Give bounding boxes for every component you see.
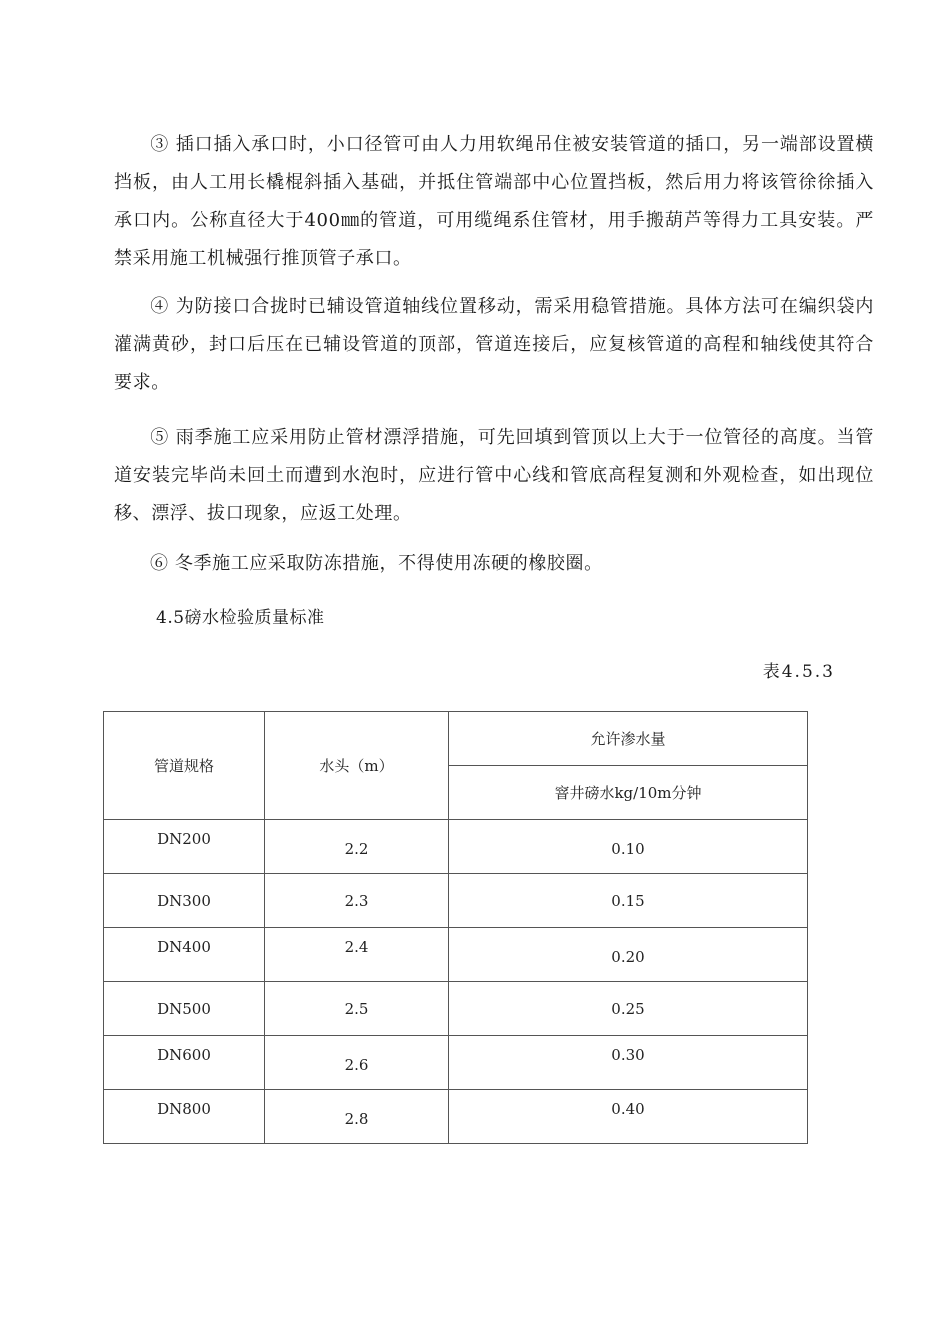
paragraph-step-3 <box>114 126 874 278</box>
table-row <box>104 1036 808 1090</box>
cell-spec: DN500 <box>157 999 211 1018</box>
header-water-head: 水头（m） <box>265 712 449 820</box>
paragraph-step-5 <box>114 419 874 533</box>
cell-spec: DN600 <box>157 1045 211 1064</box>
cell-leak: 0.40 <box>611 1099 645 1118</box>
header-pipe-spec: 管道规格 <box>104 712 265 820</box>
cell-head: 2.2 <box>344 839 369 858</box>
cell-spec: DN400 <box>157 937 211 956</box>
section-title: 4.5磅水检验质量标准 <box>156 608 325 628</box>
cell-leak: 0.30 <box>611 1045 645 1064</box>
cell-spec: DN300 <box>157 891 211 910</box>
cell-head: 2.5 <box>344 999 369 1018</box>
paragraph-text: ④ 为防接口合拢时已辅设管道轴线位置移动，需采用稳管措施。具体方法可在编织袋内灌满黄砂，封口后压在已辅设管道的顶部，管道连接后，应复核管道的高程和轴线使其符合要求。 <box>114 296 874 393</box>
cell-leak: 0.10 <box>611 839 645 858</box>
table-row <box>104 820 808 874</box>
paragraph-text: ⑤ 雨季施工应采用防止管材漂浮措施，可先回填到管顶以上大于一位管径的高度。当管道安装完毕尚未回土而遭到水泡时，应进行管中心线和管底高程复测和外观检查，如出现位移、漂浮、拔口现象，应返工处理。 <box>114 427 874 524</box>
cell-spec: DN200 <box>157 829 211 848</box>
cell-leak: 0.25 <box>611 999 645 1018</box>
table-row <box>104 928 808 982</box>
header-allowed-leakage: 允许渗水量 <box>449 712 808 766</box>
leakage-standard-table <box>103 711 808 1144</box>
cell-head: 2.6 <box>344 1055 369 1074</box>
paragraph-text: ③ 插口插入承口时，小口径管可由人力用软绳吊住被安装管道的插口，另一端部设置横挡板，由人工用长橇棍斜插入基础，并抵住管端部中心位置挡板，然后用力将该管徐徐插入承口内。公称直径大于400㎜的管道，可用缆绳系住管材，用手搬葫芦等得力工具安装。严禁采用施工机械强行推顶管子承口。 <box>114 134 874 269</box>
cell-spec: DN800 <box>157 1099 211 1118</box>
table-row <box>104 874 808 928</box>
cell-head: 2.4 <box>344 937 369 956</box>
cell-leak: 0.15 <box>611 891 645 910</box>
header-allowed-leakage-sub: 窨井磅水kg/10m分钟 <box>449 766 808 820</box>
table-row <box>104 982 808 1036</box>
table-row <box>104 1090 808 1144</box>
paragraph-step-4 <box>114 288 874 402</box>
paragraph-step-6 <box>114 545 874 583</box>
paragraph-text: ⑥ 冬季施工应采取防冻措施，不得使用冻硬的橡胶圈。 <box>150 553 603 574</box>
cell-head: 2.8 <box>344 1109 369 1128</box>
table-header-row <box>104 712 808 766</box>
cell-leak: 0.20 <box>611 947 645 966</box>
cell-head: 2.3 <box>344 891 369 910</box>
table-caption: 表4.5.3 <box>762 662 835 682</box>
